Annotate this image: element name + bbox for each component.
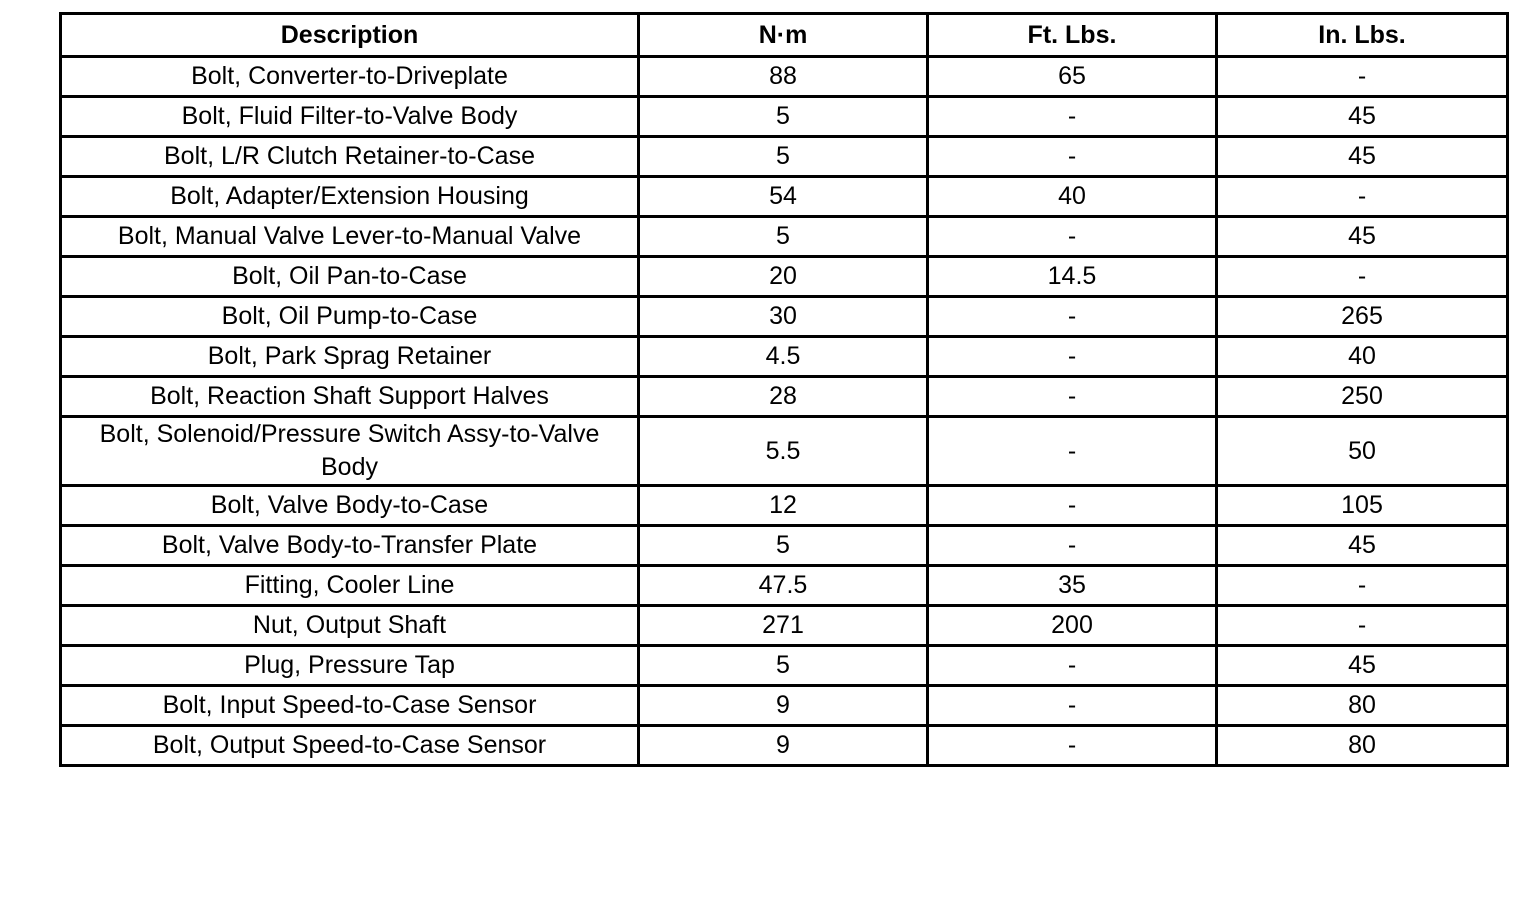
header-foot-pounds: Ft. Lbs.: [928, 14, 1217, 57]
cell-description: Bolt, Solenoid/Pressure Switch Assy-to-Valve Body: [61, 417, 639, 486]
cell-description: Bolt, Reaction Shaft Support Halves: [61, 377, 639, 417]
header-newton-meters: N·m: [639, 14, 928, 57]
cell-description: Bolt, Valve Body-to-Transfer Plate: [61, 526, 639, 566]
cell-inch-pounds: -: [1217, 257, 1508, 297]
cell-foot-pounds: -: [928, 417, 1217, 486]
table-row: [61, 297, 1508, 337]
header-description: Description: [61, 14, 639, 57]
cell-description: Fitting, Cooler Line: [61, 566, 639, 606]
cell-newton-meters: 9: [639, 726, 928, 766]
cell-newton-meters: 271: [639, 606, 928, 646]
table-row: [61, 686, 1508, 726]
table-row: [61, 217, 1508, 257]
cell-newton-meters: 47.5: [639, 566, 928, 606]
cell-newton-meters: 28: [639, 377, 928, 417]
cell-foot-pounds: -: [928, 297, 1217, 337]
cell-description: Bolt, Oil Pump-to-Case: [61, 297, 639, 337]
cell-description: Bolt, L/R Clutch Retainer-to-Case: [61, 137, 639, 177]
cell-foot-pounds: -: [928, 726, 1217, 766]
cell-description: Bolt, Fluid Filter-to-Valve Body: [61, 97, 639, 137]
cell-inch-pounds: -: [1217, 57, 1508, 97]
cell-foot-pounds: -: [928, 377, 1217, 417]
cell-inch-pounds: 45: [1217, 646, 1508, 686]
cell-description: Bolt, Adapter/Extension Housing: [61, 177, 639, 217]
cell-inch-pounds: 80: [1217, 726, 1508, 766]
cell-newton-meters: 5: [639, 217, 928, 257]
cell-description: Bolt, Park Sprag Retainer: [61, 337, 639, 377]
cell-newton-meters: 5: [639, 646, 928, 686]
cell-inch-pounds: 105: [1217, 486, 1508, 526]
header-inch-pounds: In. Lbs.: [1217, 14, 1508, 57]
cell-foot-pounds: -: [928, 486, 1217, 526]
cell-foot-pounds: -: [928, 97, 1217, 137]
cell-newton-meters: 54: [639, 177, 928, 217]
table-row: [61, 257, 1508, 297]
cell-foot-pounds: -: [928, 337, 1217, 377]
table-row: [61, 337, 1508, 377]
cell-description: Bolt, Valve Body-to-Case: [61, 486, 639, 526]
cell-foot-pounds: -: [928, 217, 1217, 257]
table-row: [61, 646, 1508, 686]
cell-newton-meters: 5: [639, 97, 928, 137]
cell-inch-pounds: 80: [1217, 686, 1508, 726]
cell-inch-pounds: 265: [1217, 297, 1508, 337]
cell-inch-pounds: -: [1217, 566, 1508, 606]
cell-inch-pounds: 45: [1217, 97, 1508, 137]
cell-description: Bolt, Converter-to-Driveplate: [61, 57, 639, 97]
table-row: [61, 57, 1508, 97]
cell-inch-pounds: 45: [1217, 217, 1508, 257]
cell-foot-pounds: 40: [928, 177, 1217, 217]
cell-inch-pounds: -: [1217, 606, 1508, 646]
cell-newton-meters: 5: [639, 526, 928, 566]
table-row: [61, 486, 1508, 526]
table-row: [61, 726, 1508, 766]
cell-newton-meters: 20: [639, 257, 928, 297]
cell-foot-pounds: -: [928, 646, 1217, 686]
cell-foot-pounds: 35: [928, 566, 1217, 606]
table-header-row: [61, 14, 1508, 57]
cell-foot-pounds: -: [928, 686, 1217, 726]
cell-newton-meters: 5.5: [639, 417, 928, 486]
cell-description: Bolt, Input Speed-to-Case Sensor: [61, 686, 639, 726]
cell-inch-pounds: 40: [1217, 337, 1508, 377]
table-row: [61, 606, 1508, 646]
cell-foot-pounds: 14.5: [928, 257, 1217, 297]
cell-newton-meters: 9: [639, 686, 928, 726]
table-row: [61, 177, 1508, 217]
table-row: [61, 97, 1508, 137]
cell-description: Bolt, Oil Pan-to-Case: [61, 257, 639, 297]
cell-description: Bolt, Output Speed-to-Case Sensor: [61, 726, 639, 766]
table-row: [61, 377, 1508, 417]
cell-newton-meters: 88: [639, 57, 928, 97]
table-row: [61, 137, 1508, 177]
cell-description: Plug, Pressure Tap: [61, 646, 639, 686]
cell-inch-pounds: 45: [1217, 526, 1508, 566]
cell-inch-pounds: 45: [1217, 137, 1508, 177]
cell-description: Bolt, Manual Valve Lever-to-Manual Valve: [61, 217, 639, 257]
cell-foot-pounds: 200: [928, 606, 1217, 646]
cell-inch-pounds: -: [1217, 177, 1508, 217]
cell-foot-pounds: 65: [928, 57, 1217, 97]
torque-spec-table: [59, 12, 1509, 767]
table-row: [61, 566, 1508, 606]
table-row: [61, 417, 1508, 486]
cell-newton-meters: 30: [639, 297, 928, 337]
cell-newton-meters: 4.5: [639, 337, 928, 377]
table-row: [61, 526, 1508, 566]
cell-inch-pounds: 50: [1217, 417, 1508, 486]
cell-newton-meters: 5: [639, 137, 928, 177]
cell-newton-meters: 12: [639, 486, 928, 526]
cell-foot-pounds: -: [928, 526, 1217, 566]
cell-foot-pounds: -: [928, 137, 1217, 177]
cell-description: Nut, Output Shaft: [61, 606, 639, 646]
cell-inch-pounds: 250: [1217, 377, 1508, 417]
